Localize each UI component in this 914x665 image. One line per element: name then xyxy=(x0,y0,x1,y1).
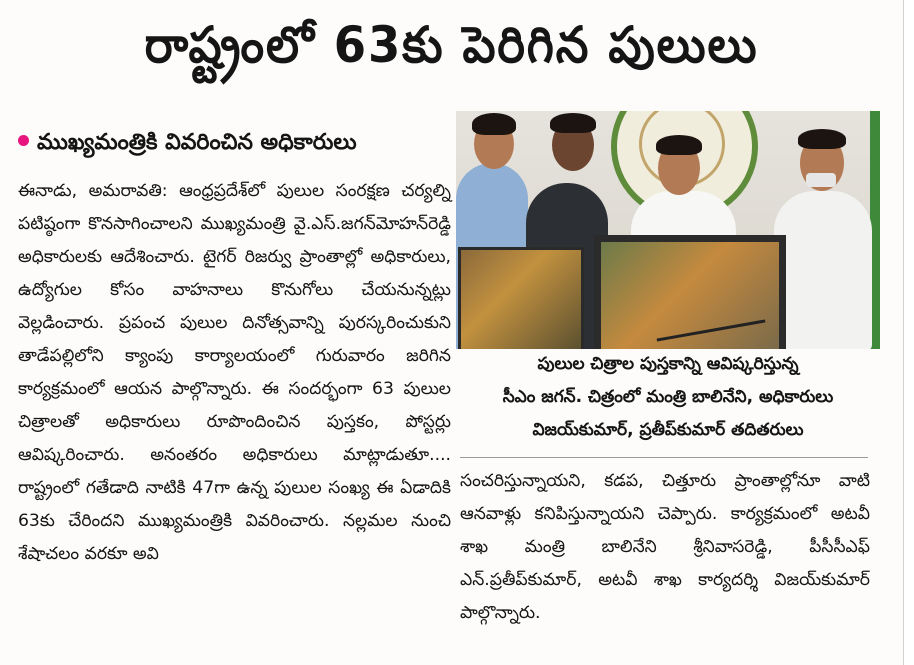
caption-line-1: పులుల చిత్రాల పుస్తకాన్ని ఆవిష్కరిస్తున్న xyxy=(537,354,799,374)
caption-line-2: సీఎం జగన్‌. చిత్రంలో మంత్రి బాలినేని, అధికారులు xyxy=(502,387,834,407)
page-edge xyxy=(903,0,914,665)
caption-line-3: విజయ్‌కుమార్‌, ప్రతీప్‌కుమార్‌ తదితరులు xyxy=(532,420,804,440)
face-mask xyxy=(806,173,836,187)
person-right xyxy=(774,191,872,349)
headline: రాష్ట్రంలో 63కు పెరిగిన పులులు xyxy=(144,16,759,74)
subheadline xyxy=(18,126,357,160)
photo-caption xyxy=(456,348,880,447)
bullet-icon xyxy=(18,135,29,146)
news-photo xyxy=(456,111,880,349)
article-left-text: ఈనాడు, అమరావతి: ఆంధ్రప్రదేశ్‌లో పులుల సంరక్షణ చర్యల్ని పటిష్ఠంగా కొనసాగించాలని ముఖ్యమంత్రి వై.ఎస్‌.జగన్‌మోహన్‌రెడ్డి అధికారులకు ఆదేశించారు. టైగర్‌ రిజర్వు ప్రాంతాల్లో అధికారులు, ఉద్యోగుల కోసం వాహనాలు కొనుగోలు చేయనున్నట్లు వెల్లడించారు. ప్రపంచ పులుల దినోత్సవాన్ని పురస్కరించుకుని తాడేపల్లిలోని క్యాంపు కార్యాలయంలో గురువారం జరిగిన కార్యక్రమంలో ఆయన పాల్గొన్నారు. ఈ సందర్భంగా 63 పులుల చిత్రాలతో అధికారులు రూపొందించిన పుస్తకం, పోస్టర్లు ఆవిష్కరించారు. అనంతరం అధికారులు మాట్లాడుతూ.... రాష్ట్రంలో గతేడాది నాటికి 47గా ఉన్న పులుల సంఖ్య ఈ ఏడాదికి 63కు చేరిందని ముఖ్యమంత్రికి వివరించారు. నల్లమల నుంచి శేషాచలం వరకూ అవి xyxy=(18,181,451,564)
tiger-poster-left xyxy=(458,247,584,349)
article-body-right xyxy=(460,465,870,630)
article-body-left xyxy=(18,175,451,571)
subheadline-text: ముఖ్యమంత్రికి వివరించిన అధికారులు xyxy=(37,130,357,155)
article-right-text: సంచరిస్తున్నాయని, కడప, చిత్తూరు ప్రాంతాల్లోనూ వాటి ఆనవాళ్లు కనిపిస్తున్నాయని చెప్పారు. కార్యక్రమంలో అటవీ శాఖ మంత్రి బాలినేని శ్రీనివాసరెడ్డి, పీసీసీఎఫ్‌ ఎన్‌.ప్రతీప్‌కుమార్‌, అటవీ శాఖ కార్యదర్శి విజయ్‌కుమార్‌ పాల్గొన్నారు. xyxy=(460,471,870,623)
caption-divider xyxy=(460,457,868,458)
